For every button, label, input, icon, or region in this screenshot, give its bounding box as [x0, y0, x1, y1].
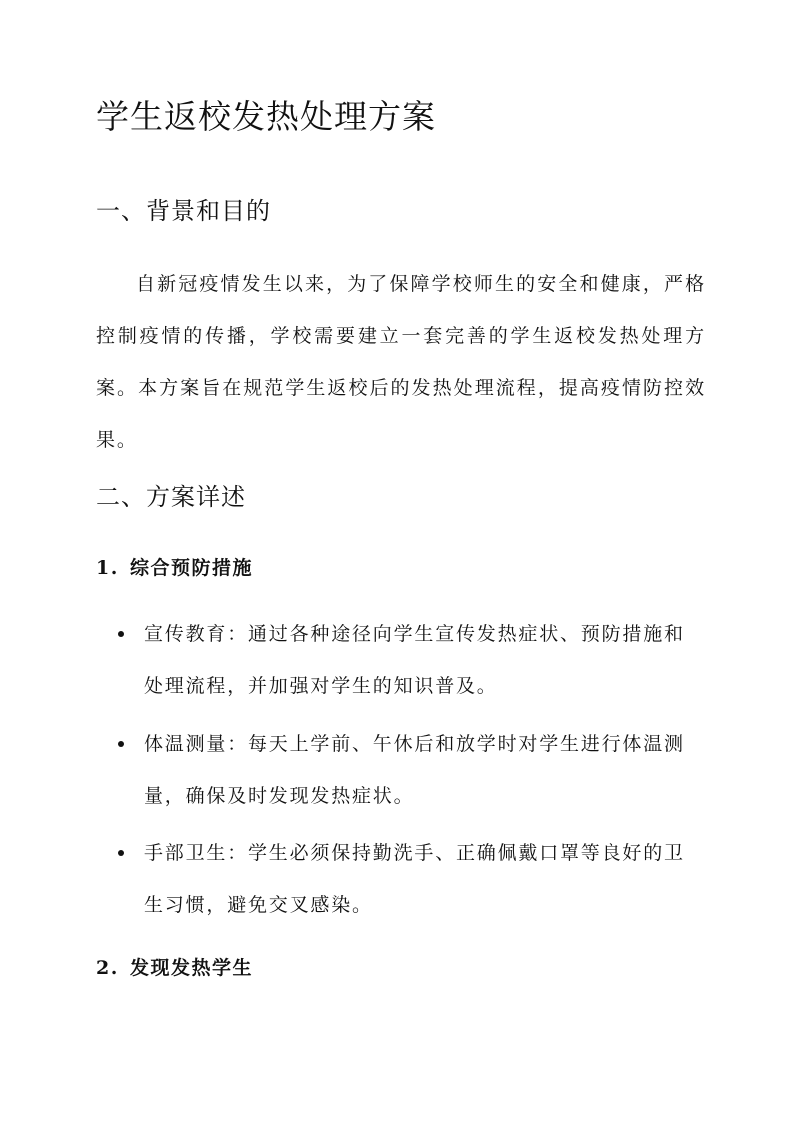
subsection-heading-prevention: [96, 553, 253, 583]
list-item-text: 宣传教育：通过各种途径向学生宣传发热症状、预防措施和处理流程，并加强对学生的知识普及。: [144, 623, 685, 697]
section-heading-plan-details: 二、方案详述: [96, 483, 246, 511]
list-item: [118, 827, 698, 931]
list-item-text: 手部卫生：学生必须保持勤洗手、正确佩戴口罩等良好的卫生习惯，避免交叉感染。: [144, 842, 685, 916]
subsection-number: 2.: [96, 957, 119, 979]
subsection-number: 1.: [96, 557, 119, 579]
list-item: [118, 608, 698, 712]
document-title: 学生返校发热处理方案: [96, 97, 436, 136]
subsection-title: 发现发热学生: [130, 957, 254, 979]
section-heading-background: 一、背景和目的: [96, 197, 271, 225]
subsection-title: 综合预防措施: [130, 557, 254, 579]
bullet-dot-icon: [118, 850, 124, 856]
background-paragraph: 自新冠疫情发生以来，为了保障学校师生的安全和健康，严格控制疫情的传播，学校需要建立一套完善的学生返校发热处理方案。本方案旨在规范学生返校后的发热处理流程，提高疫情防控效果。: [96, 273, 706, 451]
subsection-heading-find-fever: [96, 953, 253, 983]
list-item-text: 体温测量：每天上学前、午休后和放学时对学生进行体温测量，确保及时发现发热症状。: [144, 733, 685, 807]
list-item: [118, 718, 698, 822]
bullet-dot-icon: [118, 631, 124, 637]
bullet-dot-icon: [118, 741, 124, 747]
